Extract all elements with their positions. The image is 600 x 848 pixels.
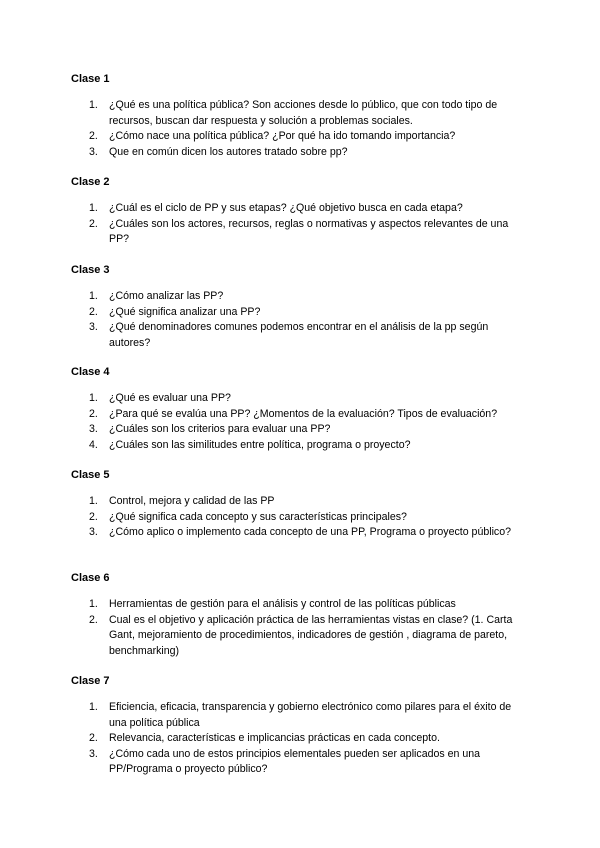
section-clase-4	[71, 365, 531, 453]
question-text: ¿Cómo nace una política pública? ¿Por qué ha ido tomando importancia?	[109, 130, 456, 142]
question-list	[71, 700, 531, 778]
question-text: ¿Cuáles son los actores, recursos, reglas o normativas y aspectos relevantes de una PP?	[109, 217, 509, 245]
list-item: 2. ¿Qué significa analizar una PP?	[89, 305, 261, 318]
question-text: ¿Cómo analizar las PP?	[109, 290, 224, 302]
list-item: 2. ¿Cómo nace una política pública? ¿Por qué ha ido tomando importancia?	[89, 130, 456, 142]
question-text: Cual es el objetivo y aplicación práctica de las herramientas vistas en clase? (1. Carta Gant, mejoramiento de procedimientos, indicadores de gestión , diagrama de pareto, benchmarking)	[109, 613, 513, 657]
question-text: ¿Cuáles son las similitudes entre política, programa o proyecto?	[109, 438, 411, 451]
section-clase-1	[71, 72, 531, 160]
question-text: ¿Qué es una política pública? Son acciones desde lo público, que con todo tipo de recursos, buscan dar respuesta y solución a problemas sociales.	[109, 99, 498, 127]
question-text: ¿Cuál es el ciclo de PP y sus etapas? ¿Qué objetivo busca en cada etapa?	[109, 202, 463, 214]
section-title: Clase 1	[71, 73, 110, 85]
question-list	[71, 597, 531, 659]
question-list	[71, 289, 531, 351]
question-text: Eficiencia, eficacia, transparencia y gobierno electrónico como pilares para el éxito de una política pública	[109, 701, 512, 729]
question-text: ¿Cómo aplico o implemento cada concepto de una PP, Programa o proyecto público?	[109, 526, 512, 538]
list-item: 2. ¿Cuáles son los actores, recursos, reglas o normativas y aspectos relevantes de una PP?	[89, 217, 509, 245]
question-text: Control, mejora y calidad de las PP	[109, 495, 275, 507]
question-list	[71, 494, 531, 541]
list-item: 1. ¿Qué es evaluar una PP?	[89, 392, 231, 404]
list-item: 3. ¿Cuáles son los criterios para evaluar una PP?	[89, 423, 331, 435]
list-item: 1. Eficiencia, eficacia, transparencia y gobierno electrónico como pilares para el éxito de una política pública	[89, 701, 512, 729]
list-item: 1. ¿Cómo analizar las PP?	[89, 290, 224, 302]
list-item: 2. Cual es el objetivo y aplicación práctica de las herramientas vistas en clase? (1. Carta Gant, mejoramiento de procedimientos, indicadores de gestión , diagrama de pareto, benchmarking)	[89, 613, 513, 657]
section-clase-7	[71, 674, 531, 778]
question-text: Herramientas de gestión para el análisis y control de las políticas públicas	[109, 598, 456, 610]
question-list	[71, 391, 531, 453]
list-item: 3. ¿Cómo aplico o implemento cada concepto de una PP, Programa o proyecto público?	[89, 526, 512, 538]
list-item: 1. Control, mejora y calidad de las PP	[89, 495, 275, 507]
list-item: 2. ¿Qué significa cada concepto y sus características principales?	[89, 510, 407, 523]
section-title: Clase 7	[71, 675, 110, 687]
list-item: 1. Herramientas de gestión para el análisis y control de las políticas públicas	[89, 598, 456, 610]
list-item: 2. Relevancia, características e implicancias prácticas en cada concepto.	[89, 732, 440, 744]
section-clase-2	[71, 175, 531, 248]
list-item: 3. Que en común dicen los autores tratado sobre pp?	[89, 145, 348, 158]
section-clase-5	[71, 468, 531, 541]
question-text: ¿Qué significa analizar una PP?	[109, 305, 261, 318]
question-text: Que en común dicen los autores tratado sobre pp?	[109, 145, 348, 158]
section-title: Clase 2	[71, 176, 110, 188]
question-text: ¿Cómo cada uno de estos principios elementales pueden ser aplicados en una PP/Programa o proyecto público?	[109, 747, 481, 775]
list-item: 1. ¿Qué es una política pública? Son acciones desde lo público, que con todo tipo de recursos, buscan dar respuesta y solución a problemas sociales.	[89, 99, 498, 127]
question-text: ¿Cuáles son los criterios para evaluar una PP?	[109, 423, 331, 435]
section-title: Clase 5	[71, 469, 110, 481]
question-list	[71, 98, 531, 160]
question-text: ¿Para qué se evalúa una PP? ¿Momentos de la evaluación? Tipos de evaluación?	[109, 407, 498, 420]
question-text: ¿Qué significa cada concepto y sus características principales?	[109, 510, 407, 523]
section-title: Clase 6	[71, 572, 110, 584]
list-item: 2. ¿Para qué se evalúa una PP? ¿Momentos de la evaluación? Tipos de evaluación?	[89, 407, 498, 420]
question-text: Relevancia, características e implicancias prácticas en cada concepto.	[109, 732, 440, 744]
list-item: 3. ¿Qué denominadores comunes podemos encontrar en el análisis de la pp según autores?	[89, 321, 489, 349]
list-item: 4. ¿Cuáles son las similitudes entre política, programa o proyecto?	[89, 438, 411, 451]
question-text: ¿Qué denominadores comunes podemos encontrar en el análisis de la pp según autores?	[109, 321, 489, 349]
question-list	[71, 201, 531, 248]
section-title: Clase 4	[71, 366, 110, 378]
section-clase-6	[71, 571, 531, 659]
question-text: ¿Qué es evaluar una PP?	[109, 392, 231, 404]
section-title: Clase 3	[71, 264, 110, 276]
list-item: 3. ¿Cómo cada uno de estos principios elementales pueden ser aplicados en una PP/Programa o proyecto público?	[89, 747, 481, 775]
list-item: 1. ¿Cuál es el ciclo de PP y sus etapas? ¿Qué objetivo busca en cada etapa?	[89, 202, 463, 214]
section-clase-3	[71, 263, 531, 351]
